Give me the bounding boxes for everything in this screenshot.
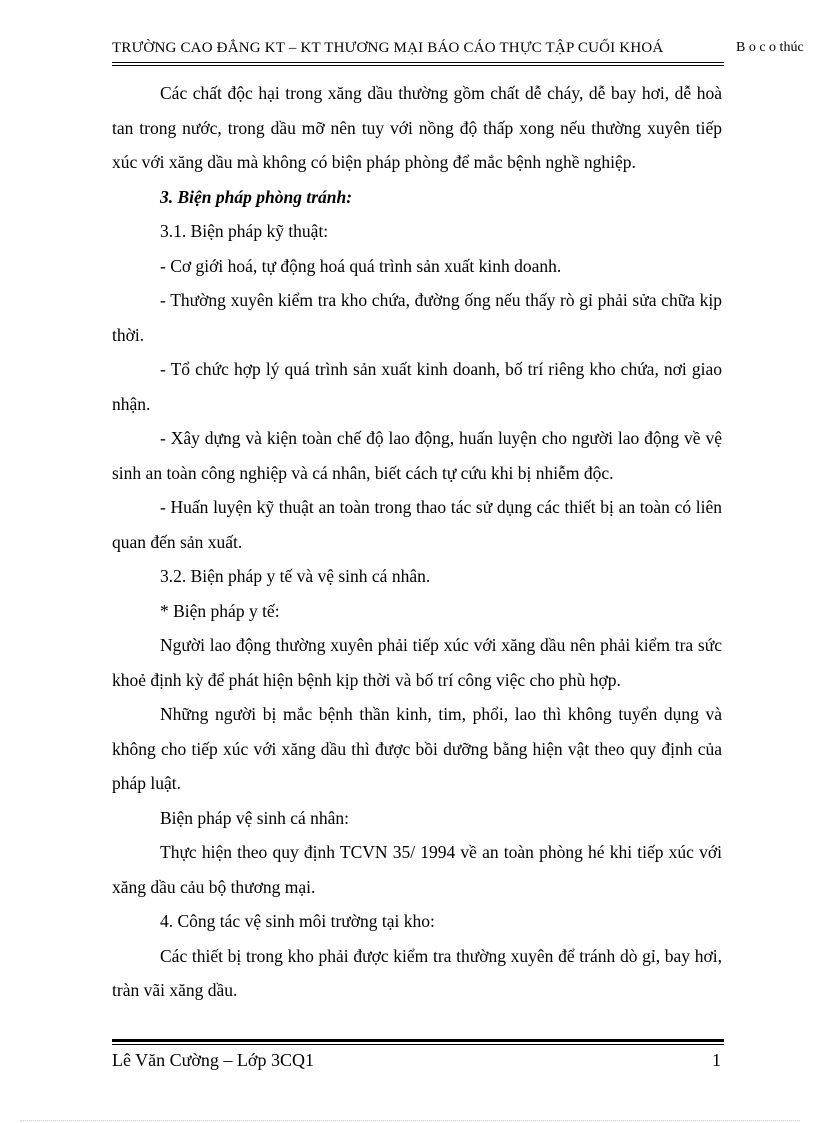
paragraph: Người lao động thường xuyên phải tiếp xúc với xăng dầu nên phải kiểm tra sức khoẻ định kỳ để phát hiện bệnh kịp thời và bố trí công việc cho phù hợp.: [112, 635, 722, 690]
paragraph: Thực hiện theo quy định TCVN 35/ 1994 về an toàn phòng hé khi tiếp xúc với xăng dầu cảu bộ thương mại.: [112, 842, 722, 897]
footer-divider-secondary: [112, 1044, 724, 1045]
document-body: [112, 76, 722, 1008]
list-item: - Cơ giới hoá, tự động hoá quá trình sản xuất kinh doanh.: [160, 255, 562, 276]
paragraph: * Biện pháp y tế:: [160, 600, 280, 621]
header-divider: [112, 62, 724, 63]
section-heading: 3. Biện pháp phòng tránh:: [160, 186, 353, 207]
paragraph: Những người bị mắc bệnh thần kinh, tim, phổi, lao thì không tuyển dụng và không cho tiếp xúc với xăng dầu thì được bồi dưỡng bằng hiện vật theo quy định của pháp luật.: [112, 704, 722, 793]
list-item: - Thường xuyên kiểm tra kho chứa, đường ống nếu thấy rò gỉ phải sửa chữa kịp thời.: [112, 290, 722, 345]
header-divider-secondary: [112, 65, 724, 66]
page-edge-divider: [20, 1120, 800, 1121]
section-heading: 4. Công tác vệ sinh môi trường tại kho:: [160, 911, 435, 931]
paragraph: Các thiết bị trong kho phải được kiểm tra thường xuyên để tránh dò gỉ, bay hơi, tràn vãi xăng dầu.: [112, 945, 722, 1000]
paragraph: Các chất độc hại trong xăng dầu thường gồm chất dễ cháy, dễ bay hơi, dễ hoà tan trong nước, trong dầu mỡ nên tuy với nồng độ thấp xong nếu thường xuyên tiếp xúc với xăng dầu mà không có biện pháp phòng để mắc bệnh nghề nghiệp.: [112, 83, 722, 172]
subsection-heading: 3.1. Biện pháp kỹ thuật:: [160, 221, 329, 241]
page-number: 1: [712, 1050, 721, 1070]
list-item: - Tổ chức hợp lý quá trình sản xuất kinh doanh, bố trí riêng kho chứa, nơi giao nhận.: [112, 359, 722, 414]
list-item: - Huấn luyện kỹ thuật an toàn trong thao tác sử dụng các thiết bị an toàn có liên quan đến sản xuất.: [112, 497, 722, 552]
footer-author: Lê Văn Cường – Lớp 3CQ1: [112, 1050, 314, 1070]
list-item: - Xây dựng và kiện toàn chế độ lao động, huấn luyện cho người lao động về vệ sinh an toàn công nghiệp và cá nhân, biết cách tự cứu khi bị nhiễm độc.: [112, 428, 722, 483]
page-header: [112, 38, 816, 60]
footer-divider: [112, 1039, 724, 1042]
header-title: TRƯỜNG CAO ĐẲNG KT – KT THƯƠNG MẠI BÁO CÁO THỰC TẬP CUỐI KHOÁ: [112, 40, 664, 56]
header-right-text: B o c o thúc: [736, 40, 804, 55]
paragraph: Biện pháp vệ sinh cá nhân:: [160, 807, 350, 828]
subsection-heading: 3.2. Biện pháp y tế và vệ sinh cá nhân.: [160, 566, 431, 586]
